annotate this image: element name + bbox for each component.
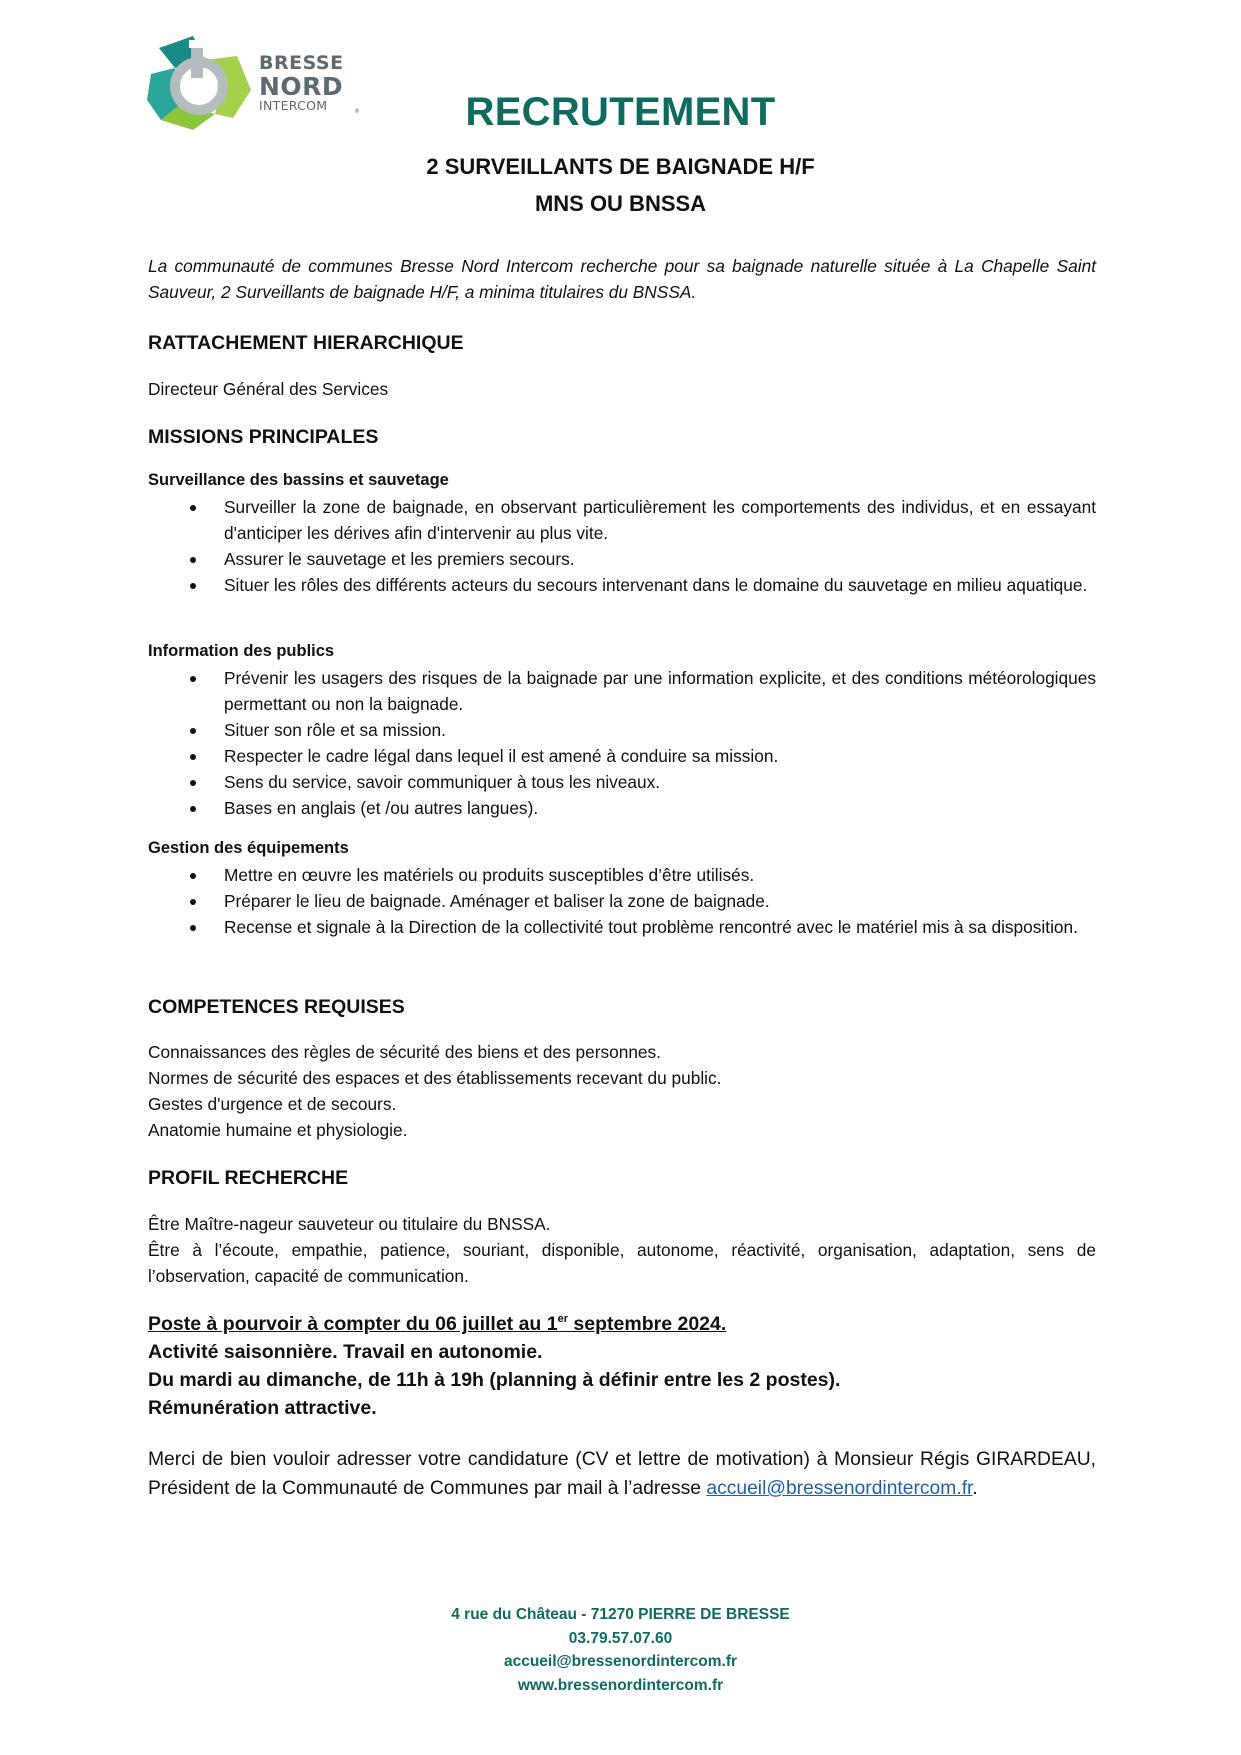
intro-paragraph: La communauté de communes Bresse Nord Intercom recherche pour sa baignade naturelle située à La Chapelle Saint Sauveur, 2 Surveillants de baignade H/F, a minima titulaires du BNSSA. — [148, 256, 1096, 302]
profil-line: Être à l’écoute, empathie, patience, souriant, disponible, autonome, réactivité, organisation, adaptation, sens de l’observation, capacité de communication. — [148, 1240, 1096, 1286]
poste-horaires: Du mardi au dimanche, de 11h à 19h (planning à définir entre les 2 postes). — [148, 1369, 841, 1391]
registered-mark: ® — [354, 108, 360, 115]
bullet-icon — [190, 557, 196, 563]
list-item: Assurer le sauvetage et les premiers secours. — [148, 546, 1096, 572]
list-item: Situer les rôles des différents acteurs du secours intervenant dans le domaine du sauvetage en milieu aquatique. — [148, 572, 1096, 598]
bullet-icon — [190, 676, 196, 682]
mission-list-surveillance — [148, 494, 1096, 598]
section-heading-competences: COMPETENCES REQUISES — [148, 996, 405, 1018]
logo-line-3: INTERCOM — [259, 98, 328, 113]
job-title: 2 SURVEILLANTS DE BAIGNADE H/F — [426, 154, 815, 179]
poste-dates: Poste à pourvoir à compter du 06 juillet au 1er septembre 2024. — [148, 1313, 727, 1335]
mission-group-title: Gestion des équipements — [148, 839, 349, 857]
footer-address: 4 rue du Château - 71270 PIERRE DE BRESSE — [451, 1606, 790, 1623]
list-item: Préparer le lieu de baignade. Aménager et baliser la zone de baignade. — [148, 888, 1096, 914]
bullet-icon — [190, 873, 196, 879]
list-item: Mettre en œuvre les matériels ou produits susceptibles d’être utilisés. — [148, 862, 1096, 888]
mission-group-title: Information des publics — [148, 642, 335, 660]
competences-list — [148, 1039, 1096, 1143]
bullet-icon — [190, 505, 196, 511]
profil-text — [148, 1211, 1096, 1289]
list-item: Prévenir les usagers des risques de la baignade par une information explicite, et des conditions météorologiques permettant ou non la baignade. — [148, 665, 1096, 717]
section-heading-profil: PROFIL RECHERCHE — [148, 1167, 349, 1189]
bullet-icon — [190, 806, 196, 812]
mission-group-title: Surveillance des bassins et sauvetage — [148, 471, 449, 489]
competence-line: Normes de sécurité des espaces et des établissements recevant du public. — [148, 1068, 722, 1088]
footer — [0, 1603, 1241, 1697]
bullet-icon — [190, 728, 196, 734]
poste-remuneration: Rémunération attractive. — [148, 1397, 377, 1419]
list-item: Bases en anglais (et /ou autres langues). — [148, 795, 1096, 821]
competence-line: Connaissances des règles de sécurité des biens et des personnes. — [148, 1042, 661, 1062]
bullet-icon — [190, 899, 196, 905]
bullet-icon — [190, 780, 196, 786]
list-item: Situer son rôle et sa mission. — [148, 717, 1096, 743]
profil-line: Être Maître-nageur sauveteur ou titulaire du BNSSA. — [148, 1214, 551, 1234]
contact-paragraph: Merci de bien vouloir adresser votre candidature (CV et lettre de motivation) à Monsieur Régis GIRARDEAU, Président de la Communauté de Communes par mail à l’adresse accueil@bressenordintercom.fr. — [148, 1449, 1096, 1499]
list-item: Sens du service, savoir communiquer à tous les niveaux. — [148, 769, 1096, 795]
footer-website[interactable]: www.bressenordintercom.fr — [517, 1676, 724, 1694]
poste-details — [148, 1310, 1096, 1422]
competence-line: Anatomie humaine et physiologie. — [148, 1120, 408, 1140]
logo-line-1: BRESSE — [259, 52, 344, 74]
job-qualification: MNS OU BNSSA — [534, 191, 707, 216]
footer-email[interactable]: accueil@bressenordintercom.fr — [503, 1653, 738, 1670]
competence-line: Gestes d'urgence et de secours. — [148, 1094, 397, 1114]
rattachement-text: Directeur Général des Services — [148, 379, 389, 399]
section-heading-rattachement: RATTACHEMENT HIERARCHIQUE — [148, 332, 464, 354]
bullet-icon — [190, 754, 196, 760]
bullet-icon — [190, 925, 196, 931]
list-item: Respecter le cadre légal dans lequel il est amené à conduire sa mission. — [148, 743, 1096, 769]
poste-activite: Activité saisonnière. Travail en autonomie. — [148, 1341, 543, 1363]
mission-list-information — [148, 665, 1096, 821]
list-item: Surveiller la zone de baignade, en observant particulièrement les comportements des individus, et en essayant d'anticiper les dérives afin d'intervenir au plus vite. — [148, 494, 1096, 546]
section-heading-missions: MISSIONS PRINCIPALES — [148, 426, 379, 448]
bullet-icon — [190, 583, 196, 589]
mission-list-equipements — [148, 862, 1096, 940]
page-title: RECRUTEMENT — [465, 90, 776, 134]
list-item: Recense et signale à la Direction de la collectivité tout problème rencontré avec le matériel mis à sa disposition. — [148, 914, 1096, 940]
footer-phone: 03.79.57.07.60 — [568, 1629, 673, 1647]
logo-line-2: NORD — [259, 72, 344, 101]
contact-email-link[interactable]: accueil@bressenordintercom.fr — [706, 1478, 973, 1499]
